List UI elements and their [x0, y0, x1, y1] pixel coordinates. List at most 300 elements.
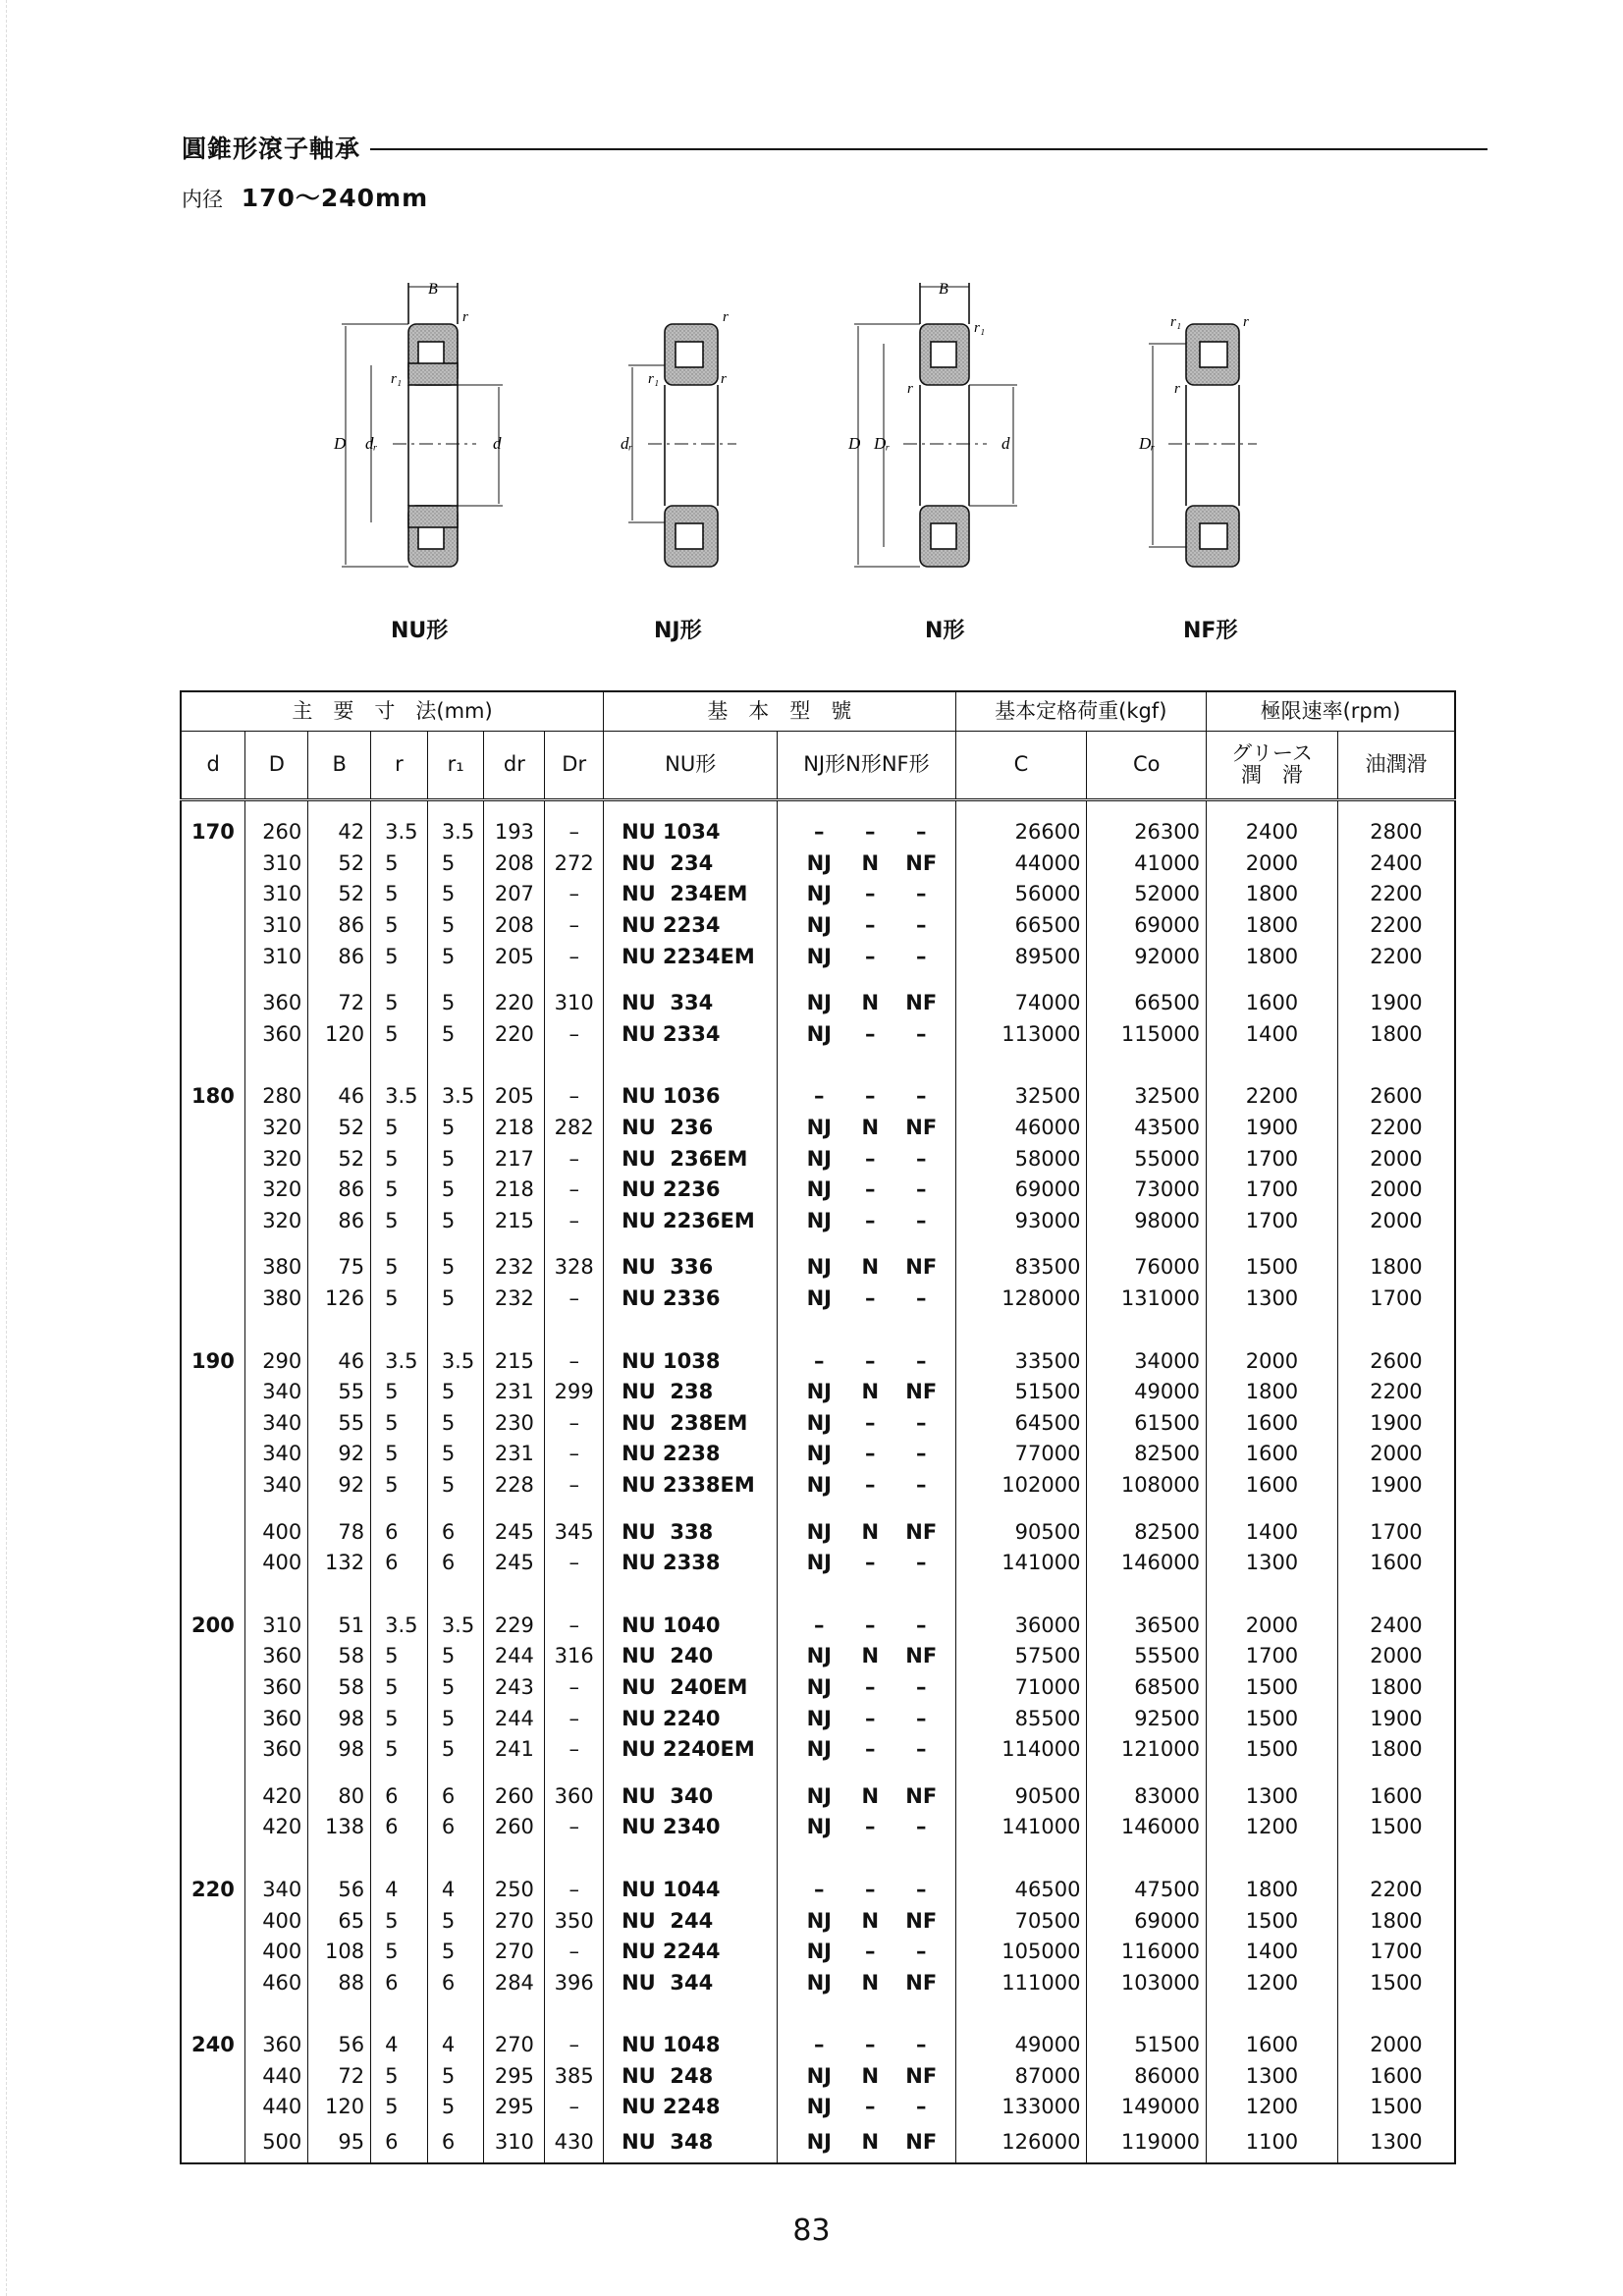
spacer-cell: [955, 1843, 1087, 1875]
r1-cell: 5: [427, 1672, 484, 1704]
load-c-cell: 90500: [955, 1516, 1087, 1548]
table-row: [181, 1703, 1455, 1734]
width-cell: 51: [308, 1610, 371, 1641]
n-type-value: N: [861, 1970, 880, 1995]
spacer-cell: [181, 1765, 245, 1780]
spacer-cell: [427, 972, 484, 988]
nf-type-value: NF: [905, 2130, 938, 2155]
n-type-value: N: [861, 1644, 880, 1668]
grease-label-bottom: 潤 滑: [1240, 763, 1303, 788]
speed-group-header: 極限速率(rpm): [1207, 691, 1456, 732]
oil-speed-cell: 1600: [1337, 2061, 1455, 2093]
r1-cell: 5: [427, 879, 484, 910]
load-c-cell: 49000: [955, 2030, 1087, 2061]
nu-model-cell: NU 2338EM: [604, 1470, 778, 1502]
nu-dim-dr-label: dᵣ: [365, 434, 378, 453]
spacer-cell: [1207, 1236, 1338, 1252]
spacer-cell: [604, 1998, 778, 2030]
dr-cell: 310: [484, 2123, 545, 2163]
spacer-cell: [371, 800, 428, 818]
spacer-cell: [484, 1236, 545, 1252]
r-cell: 6: [371, 2123, 428, 2163]
r-cell: 3.5: [371, 1345, 428, 1377]
spacer-cell: [778, 1314, 955, 1345]
bore-diameter-cell: 240: [181, 2030, 245, 2061]
outer-diameter-cell: 440: [245, 2092, 308, 2123]
table-row: [181, 941, 1455, 972]
spacer-row: [181, 972, 1455, 988]
r1-cell: 5: [427, 1113, 484, 1144]
nj-type-value: NJ: [806, 882, 832, 906]
load-co-cell: 149000: [1087, 2092, 1207, 2123]
bore-diameter-cell: 220: [181, 1875, 245, 1906]
r-cell: 6: [371, 1967, 428, 1998]
table-row: [181, 2092, 1455, 2123]
Dr-cell: –: [545, 1284, 604, 1315]
n-type-value: –: [865, 1286, 876, 1311]
spacer-cell: [181, 800, 245, 818]
r1-cell: 6: [427, 1812, 484, 1843]
width-cell: 98: [308, 1703, 371, 1734]
bore-diameter-cell: [181, 2092, 245, 2123]
type-variants-cell: [778, 1470, 955, 1502]
spacer-cell: [308, 1314, 371, 1345]
bore-diameter-cell: [181, 1641, 245, 1672]
spacer-cell: [955, 1050, 1087, 1081]
grease-speed-cell: 1500: [1207, 1905, 1338, 1937]
Dr-cell: –: [545, 1143, 604, 1175]
col-header-grease: [1207, 732, 1338, 800]
dr-cell: 230: [484, 1408, 545, 1440]
r1-cell: 5: [427, 848, 484, 880]
nu-model-cell: NU 2236: [604, 1175, 778, 1206]
spacer-row: [181, 1501, 1455, 1516]
page-title: 圓錐形滾子軸承: [182, 135, 361, 163]
spacer-cell: [181, 1236, 245, 1252]
spacer-cell: [427, 800, 484, 818]
spacer-cell: [308, 1236, 371, 1252]
width-cell: 126: [308, 1284, 371, 1315]
nu-bearing-figure: [342, 283, 503, 567]
load-co-cell: 121000: [1087, 1734, 1207, 1766]
spacer-cell: [1337, 972, 1455, 988]
oil-speed-cell: 2000: [1337, 1206, 1455, 1237]
nf-type-value: –: [916, 1146, 927, 1171]
oil-speed-cell: 1800: [1337, 1672, 1455, 1704]
nj-type-value: NJ: [806, 2063, 832, 2088]
bore-diameter-cell: [181, 1143, 245, 1175]
n-type-value: –: [865, 1472, 876, 1497]
spacer-cell: [545, 1765, 604, 1780]
n-type-value: N: [861, 1380, 880, 1404]
nj-type-value: NJ: [806, 1177, 832, 1202]
r-cell: 4: [371, 1875, 428, 1906]
table-row: [181, 1812, 1455, 1843]
load-c-cell: 64500: [955, 1408, 1087, 1440]
n-dim-Dr-label: Dᵣ: [874, 434, 891, 453]
Dr-cell: –: [545, 1610, 604, 1641]
spacer-cell: [1087, 1501, 1207, 1516]
nu-model-cell: NU 240: [604, 1641, 778, 1672]
width-cell: 86: [308, 910, 371, 942]
outer-diameter-cell: 380: [245, 1252, 308, 1284]
Dr-cell: 310: [545, 988, 604, 1019]
load-group-header: 基本定格荷重(kgf): [955, 691, 1206, 732]
diagram-label-nf: NF形: [1183, 619, 1238, 643]
outer-diameter-cell: 420: [245, 1780, 308, 1812]
spacer-cell: [545, 1236, 604, 1252]
col-header-d: d: [181, 732, 245, 800]
outer-diameter-cell: 360: [245, 1734, 308, 1766]
width-cell: 55: [308, 1377, 371, 1408]
spacer-cell: [778, 972, 955, 988]
spacer-cell: [1337, 1765, 1455, 1780]
outer-diameter-cell: 340: [245, 1408, 308, 1440]
grease-speed-cell: 2000: [1207, 848, 1338, 880]
outer-diameter-cell: 360: [245, 1641, 308, 1672]
n-type-value: –: [865, 1551, 876, 1575]
grease-speed-cell: 1100: [1207, 2123, 1338, 2163]
dr-cell: 220: [484, 1019, 545, 1051]
n-type-value: N: [861, 1519, 880, 1544]
type-variants-cell: [778, 1967, 955, 1998]
type-variants-cell: [778, 2092, 955, 2123]
grease-speed-cell: 1800: [1207, 910, 1338, 942]
diagram-label-n: N形: [925, 619, 965, 643]
spacer-cell: [1207, 1050, 1338, 1081]
r-cell: 5: [371, 1439, 428, 1470]
load-co-cell: 119000: [1087, 2123, 1207, 2163]
grease-speed-cell: 2400: [1207, 817, 1338, 848]
dr-cell: 220: [484, 988, 545, 1019]
n-type-value: –: [865, 1737, 876, 1762]
dr-cell: 215: [484, 1345, 545, 1377]
nf-dim-Dr-label: Dᵣ: [1139, 434, 1156, 453]
load-co-cell: 55000: [1087, 1143, 1207, 1175]
type-variants-cell: [778, 2061, 955, 2093]
width-cell: 75: [308, 1252, 371, 1284]
spacer-cell: [245, 1314, 308, 1345]
nf-type-value: –: [916, 1877, 927, 1901]
load-c-cell: 102000: [955, 1470, 1087, 1502]
spacer-cell: [955, 800, 1087, 818]
nu-dim-r-label: r: [462, 309, 468, 325]
r1-cell: 3.5: [427, 1345, 484, 1377]
outer-diameter-cell: 400: [245, 1516, 308, 1548]
type-variants-cell: [778, 1206, 955, 1237]
grease-speed-cell: 2000: [1207, 1345, 1338, 1377]
spacer-cell: [955, 1314, 1087, 1345]
nj-type-value: NJ: [806, 1783, 832, 1808]
oil-speed-cell: 1900: [1337, 1470, 1455, 1502]
nu-model-cell: NU 248: [604, 2061, 778, 2093]
spacer-cell: [308, 1765, 371, 1780]
nj-type-value: NJ: [806, 2130, 832, 2155]
grease-speed-cell: 1800: [1207, 941, 1338, 972]
nj-type-value: NJ: [806, 991, 832, 1015]
bore-diameter-cell: 170: [181, 817, 245, 848]
spacer-cell: [1207, 1314, 1338, 1345]
diagram-label-nu: NU形: [391, 619, 449, 643]
oil-speed-cell: 2000: [1337, 1143, 1455, 1175]
oil-speed-cell: 1800: [1337, 1019, 1455, 1051]
r1-cell: 5: [427, 1439, 484, 1470]
table-row: [181, 1610, 1455, 1641]
load-c-cell: 111000: [955, 1967, 1087, 1998]
spacer-cell: [245, 1578, 308, 1610]
nf-type-value: –: [916, 1177, 927, 1202]
width-cell: 92: [308, 1439, 371, 1470]
type-variants-cell: [778, 1905, 955, 1937]
Dr-cell: –: [545, 2092, 604, 2123]
oil-speed-cell: 1900: [1337, 1408, 1455, 1440]
oil-speed-cell: 1900: [1337, 1703, 1455, 1734]
width-cell: 52: [308, 1113, 371, 1144]
outer-diameter-cell: 500: [245, 2123, 308, 2163]
width-cell: 52: [308, 848, 371, 880]
width-cell: 132: [308, 1548, 371, 1579]
spacer-cell: [1337, 1501, 1455, 1516]
r-cell: 5: [371, 1408, 428, 1440]
table-row: [181, 1143, 1455, 1175]
load-c-cell: 66500: [955, 910, 1087, 942]
bore-diameter-cell: [181, 1703, 245, 1734]
nu-model-cell: NU 2336: [604, 1284, 778, 1315]
spacer-cell: [308, 1050, 371, 1081]
nf-type-value: –: [916, 1706, 927, 1730]
dr-cell: 193: [484, 817, 545, 848]
outer-diameter-cell: 340: [245, 1439, 308, 1470]
outer-diameter-cell: 400: [245, 1905, 308, 1937]
outer-diameter-cell: 360: [245, 1703, 308, 1734]
Dr-cell: –: [545, 1175, 604, 1206]
load-c-cell: 93000: [955, 1206, 1087, 1237]
nj-dim-r-label: r: [723, 309, 729, 325]
bore-diameter-cell: [181, 941, 245, 972]
load-c-cell: 77000: [955, 1439, 1087, 1470]
spacer-cell: [955, 972, 1087, 988]
spacer-cell: [955, 1998, 1087, 2030]
grease-speed-cell: 1700: [1207, 1143, 1338, 1175]
spacer-cell: [484, 1578, 545, 1610]
n-type-value: –: [865, 1877, 876, 1901]
col-header-oil: 油潤滑: [1337, 732, 1455, 800]
bore-diameter-cell: [181, 1905, 245, 1937]
load-co-cell: 146000: [1087, 1548, 1207, 1579]
spacer-cell: [427, 1843, 484, 1875]
r-cell: 5: [371, 1937, 428, 1968]
n-type-value: –: [865, 882, 876, 906]
dr-cell: 244: [484, 1641, 545, 1672]
nu-model-cell: NU 340: [604, 1780, 778, 1812]
spacer-cell: [1087, 1765, 1207, 1780]
width-cell: 65: [308, 1905, 371, 1937]
nu-model-cell: NU 2338: [604, 1548, 778, 1579]
r1-cell: 6: [427, 1780, 484, 1812]
spacer-cell: [181, 1843, 245, 1875]
outer-diameter-cell: 440: [245, 2061, 308, 2093]
spacer-cell: [1207, 1501, 1338, 1516]
table-row: [181, 1905, 1455, 1937]
table-row: [181, 1377, 1455, 1408]
spacer-cell: [1337, 1578, 1455, 1610]
load-co-cell: 32500: [1087, 1081, 1207, 1113]
spacer-cell: [545, 1843, 604, 1875]
spacer-cell: [245, 1765, 308, 1780]
spacer-cell: [604, 1236, 778, 1252]
oil-speed-cell: 1600: [1337, 1780, 1455, 1812]
bore-diameter-cell: [181, 1967, 245, 1998]
table-body: [181, 800, 1455, 2163]
bore-diameter-cell: 190: [181, 1345, 245, 1377]
grease-speed-cell: 1800: [1207, 879, 1338, 910]
outer-diameter-cell: 310: [245, 910, 308, 942]
r1-cell: 5: [427, 1703, 484, 1734]
r1-cell: 5: [427, 988, 484, 1019]
load-c-cell: 33500: [955, 1345, 1087, 1377]
spacer-cell: [1087, 1843, 1207, 1875]
r-cell: 5: [371, 848, 428, 880]
nj-type-value: NJ: [806, 1286, 832, 1311]
outer-diameter-cell: 320: [245, 1206, 308, 1237]
bore-diameter-cell: [181, 1252, 245, 1284]
dr-cell: 205: [484, 941, 545, 972]
spacer-cell: [245, 1236, 308, 1252]
spacer-cell: [604, 1501, 778, 1516]
page-header: [182, 130, 1488, 214]
load-c-cell: 126000: [955, 2123, 1087, 2163]
oil-speed-cell: 1800: [1337, 1252, 1455, 1284]
width-cell: 86: [308, 1175, 371, 1206]
width-cell: 92: [308, 1470, 371, 1502]
table-row: [181, 1937, 1455, 1968]
outer-diameter-cell: 290: [245, 1345, 308, 1377]
spacer-cell: [955, 1236, 1087, 1252]
grease-label-top: グリース: [1230, 741, 1313, 766]
r1-cell: 5: [427, 1377, 484, 1408]
n-dim-d-label: d: [1001, 434, 1010, 453]
outer-diameter-cell: 310: [245, 848, 308, 880]
r-cell: 5: [371, 910, 428, 942]
Dr-cell: –: [545, 1703, 604, 1734]
bore-diameter-cell: [181, 1284, 245, 1315]
bore-diameter-cell: 200: [181, 1610, 245, 1641]
width-cell: 120: [308, 2092, 371, 2123]
spacer-cell: [545, 800, 604, 818]
nj-type-value: NJ: [806, 1815, 832, 1839]
bore-diameter-cell: [181, 1377, 245, 1408]
load-co-cell: 68500: [1087, 1672, 1207, 1704]
n-type-value: –: [865, 1815, 876, 1839]
r1-cell: 5: [427, 1284, 484, 1315]
nf-type-value: NF: [905, 991, 938, 1015]
n-type-value: –: [865, 1940, 876, 1964]
spacer-cell: [604, 972, 778, 988]
load-c-cell: 128000: [955, 1284, 1087, 1315]
subtitle-range: 170～240mm: [241, 184, 429, 212]
nf-type-value: –: [916, 913, 927, 938]
spacer-cell: [1337, 1843, 1455, 1875]
table-header: [181, 691, 1455, 800]
dr-cell: 208: [484, 848, 545, 880]
Dr-cell: –: [545, 1345, 604, 1377]
width-cell: 55: [308, 1408, 371, 1440]
nj-type-value: –: [814, 820, 825, 845]
type-variants-cell: [778, 848, 955, 880]
r1-cell: 6: [427, 2123, 484, 2163]
dr-cell: 217: [484, 1143, 545, 1175]
Dr-cell: 430: [545, 2123, 604, 2163]
r1-cell: 5: [427, 1641, 484, 1672]
nu-model-cell: NU 2244: [604, 1937, 778, 1968]
bore-diameter-cell: [181, 1408, 245, 1440]
n-type-value: –: [865, 2095, 876, 2119]
spacer-cell: [245, 1998, 308, 2030]
grease-speed-cell: 1700: [1207, 1175, 1338, 1206]
oil-speed-cell: 1600: [1337, 1548, 1455, 1579]
oil-speed-cell: 1300: [1337, 2123, 1455, 2163]
nf-type-value: NF: [905, 1116, 938, 1140]
bore-diameter-cell: [181, 1470, 245, 1502]
load-c-cell: 44000: [955, 848, 1087, 880]
load-c-cell: 71000: [955, 1672, 1087, 1704]
outer-diameter-cell: 320: [245, 1113, 308, 1144]
col-header-r1: r₁: [427, 732, 484, 800]
r-cell: 5: [371, 1019, 428, 1051]
dimensions-group-header: 主 要 寸 法(mm): [181, 691, 604, 732]
width-cell: 86: [308, 941, 371, 972]
nj-type-value: NJ: [806, 944, 832, 968]
nj-type-value: NJ: [806, 1472, 832, 1497]
type-variants-cell: [778, 941, 955, 972]
table-row: [181, 1470, 1455, 1502]
oil-speed-cell: 2600: [1337, 1081, 1455, 1113]
dr-cell: 228: [484, 1470, 545, 1502]
type-variants-cell: [778, 1113, 955, 1144]
load-c-cell: 141000: [955, 1548, 1087, 1579]
nu-model-cell: NU 236: [604, 1113, 778, 1144]
Dr-cell: –: [545, 1081, 604, 1113]
r1-cell: 5: [427, 1206, 484, 1237]
group-header-row: [181, 691, 1455, 732]
spacer-row: [181, 800, 1455, 818]
nu-model-cell: NU 1048: [604, 2030, 778, 2061]
load-c-cell: 58000: [955, 1143, 1087, 1175]
n-type-value: –: [865, 1208, 876, 1232]
n-type-value: N: [861, 1255, 880, 1280]
Dr-cell: –: [545, 1206, 604, 1237]
spacer-cell: [308, 1501, 371, 1516]
table-row: [181, 2061, 1455, 2093]
oil-speed-cell: 1700: [1337, 1284, 1455, 1315]
dr-cell: 270: [484, 1905, 545, 1937]
bore-diameter-cell: [181, 848, 245, 880]
r1-cell: 3.5: [427, 817, 484, 848]
bore-diameter-cell: [181, 1937, 245, 1968]
spacer-cell: [545, 1050, 604, 1081]
load-co-cell: 43500: [1087, 1113, 1207, 1144]
nu-model-cell: NU 2240: [604, 1703, 778, 1734]
spacer-cell: [245, 972, 308, 988]
grease-speed-cell: 1800: [1207, 1377, 1338, 1408]
n-dim-D-label: D: [848, 434, 861, 453]
spacer-cell: [427, 1501, 484, 1516]
n-type-value: –: [865, 1613, 876, 1637]
n-type-value: N: [861, 1908, 880, 1933]
spacer-cell: [778, 1050, 955, 1081]
spacer-row: [181, 1998, 1455, 2030]
Dr-cell: 345: [545, 1516, 604, 1548]
